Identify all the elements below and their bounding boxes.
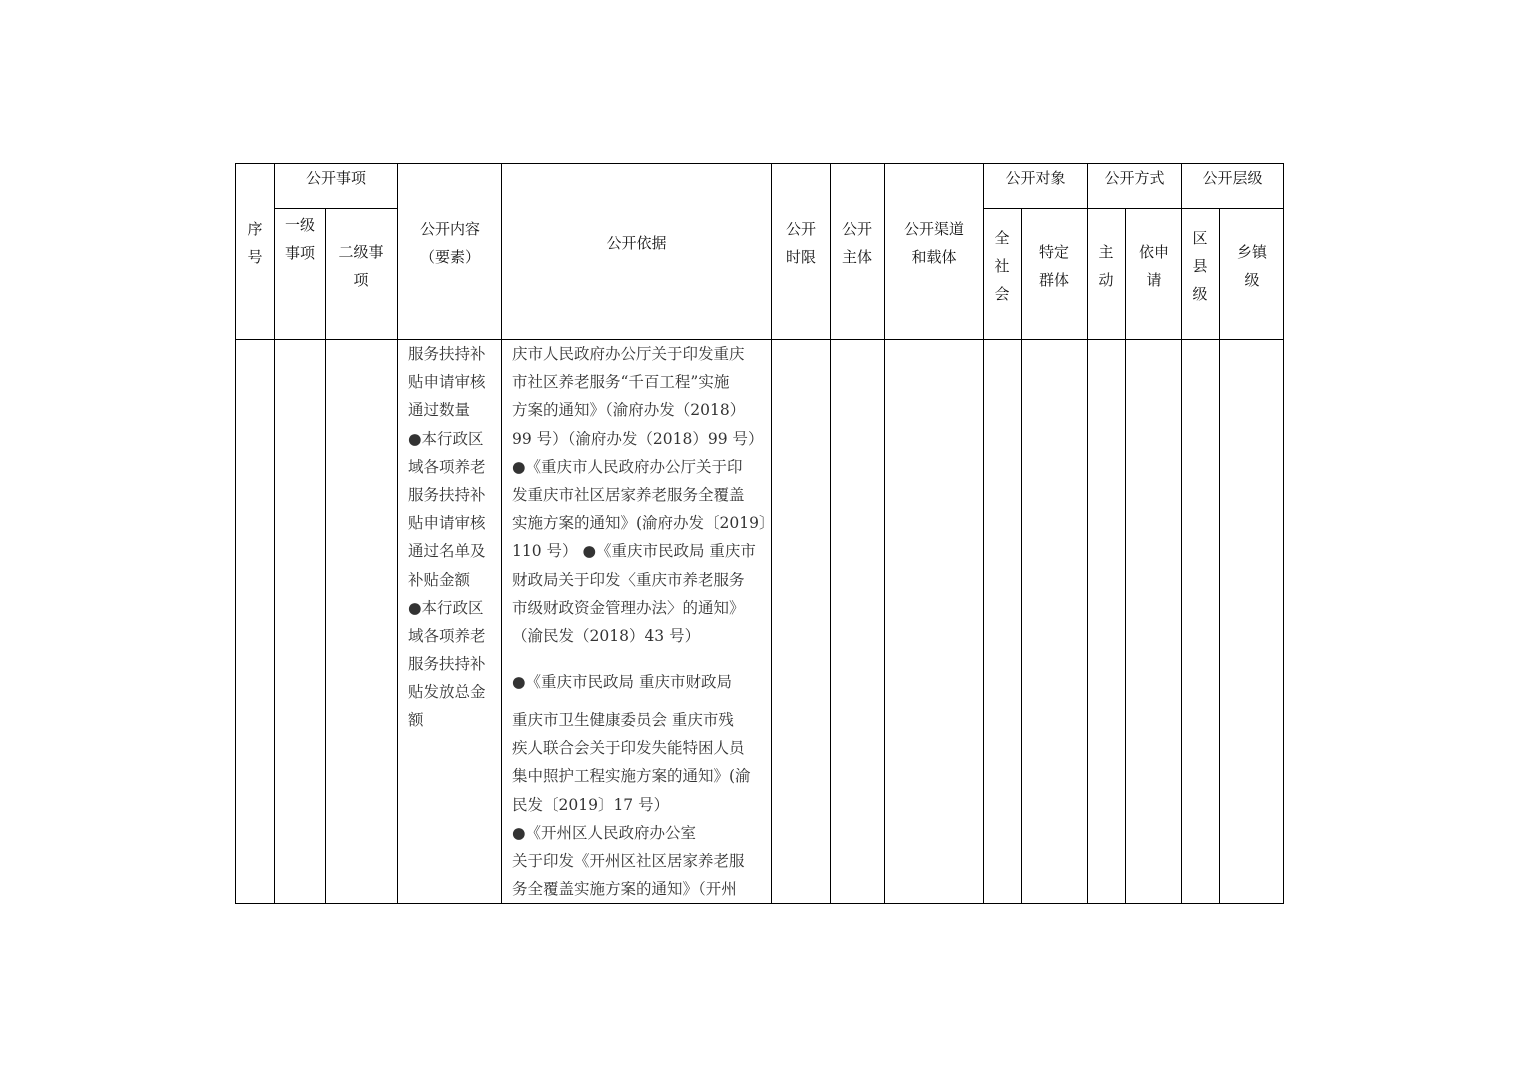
basis-a-line: 发重庆市社区居家养老服务全覆盖 (512, 485, 745, 504)
content-line: 服务扶持补 (408, 485, 486, 504)
col-line-13 (1219, 208, 1220, 904)
content-line: ●本行政区 (408, 598, 484, 617)
header-seq: 序号 (247, 220, 263, 266)
content-line: ●本行政区 (408, 429, 484, 448)
col-line-8 (983, 163, 984, 904)
basis-a-line: 方案的通知》（渝府办发（2018） (512, 401, 746, 420)
basis-cell-block-b (512, 668, 732, 696)
content-line: 服务扶持补 (408, 655, 486, 674)
col-line-14 (1283, 163, 1284, 904)
col-line-6 (830, 163, 831, 904)
content-line: 服务扶持补 (408, 345, 486, 363)
basis-c-line: 务全覆盖实施方案的通知》（开州 (512, 880, 737, 899)
basis-cell-block-c (512, 706, 751, 903)
header-mode-apply: 依申请 (1138, 243, 1169, 289)
content-line: 贴发放总金 (408, 683, 486, 702)
col-line-3 (397, 163, 398, 904)
content-line: 域各项养老 (408, 457, 486, 476)
basis-a-line: 财政局关于印发〈重庆市养老服务 (512, 570, 745, 589)
basis-a-line: ●《重庆市人民政府办公厅关于印 (512, 457, 743, 476)
header-items-group: 公开事项 (305, 169, 366, 187)
col-line-11 (1125, 208, 1126, 904)
content-cell (408, 340, 486, 735)
basis-c-line: ●《开州区人民政府办公室 (512, 823, 697, 842)
basis-a-line: 市社区养老服务“千百工程”实施 (512, 373, 730, 392)
header-target-group: 公开对象 (1005, 169, 1066, 187)
basis-a-line: （渝民发（2018）43 号） (512, 626, 701, 645)
basis-line: ●《重庆市民政局 重庆市财政局 (512, 673, 732, 691)
header-level2: 二级事项 (338, 243, 384, 289)
basis-c-line: 疾人联合会关于印发失能特困人员 (512, 739, 745, 758)
header-level-town: 乡镇级 (1236, 243, 1267, 289)
header-level-county: 区县级 (1192, 229, 1208, 303)
col-line-10 (1087, 163, 1088, 904)
header-mode-group: 公开方式 (1104, 169, 1165, 187)
basis-c-line: 重庆市卫生健康委员会 重庆市残 (512, 711, 734, 729)
header-channel: 公开渠道和载体 (903, 220, 964, 266)
basis-c-line: 集中照护工程实施方案的通知》(渝 (512, 767, 751, 786)
basis-a-line: 庆市人民政府办公厅关于印发重庆 (512, 345, 745, 363)
content-line: 贴申请审核 (408, 514, 486, 533)
col-line-12 (1181, 163, 1182, 904)
col-line-1 (274, 163, 275, 904)
table-bottom-border (235, 903, 1284, 904)
content-line: 贴申请审核 (408, 373, 486, 392)
header-mode-active: 主动 (1098, 243, 1114, 289)
header-subject: 公开主体 (841, 220, 872, 266)
items-group-divider (274, 208, 398, 209)
content-line: 通过数量 (408, 401, 471, 420)
header-target-specific: 特定群体 (1038, 243, 1069, 289)
header-target-all: 全社会 (994, 229, 1010, 303)
content-line: 通过名单及 (408, 542, 486, 561)
col-line-4 (501, 163, 502, 904)
basis-a-line: 110 号） ●《重庆市民政局 重庆市 (512, 542, 756, 561)
basis-c-line: 民发〔2019〕17 号） (512, 795, 670, 814)
basis-c-line: 关于印发《开州区社区居家养老服 (512, 851, 745, 870)
basis-cell-block-a (512, 340, 775, 650)
col-line-7 (884, 163, 885, 904)
basis-a-line: 市级财政资金管理办法〉的通知》 (512, 598, 745, 617)
header-level1: 一级事项 (284, 216, 315, 262)
col-line-2 (325, 208, 326, 904)
content-line: 补贴金额 (408, 570, 471, 589)
content-line: 域各项养老 (408, 626, 486, 645)
basis-a-line: 实施方案的通知》(渝府办发〔2019〕 (512, 514, 775, 533)
header-time-limit: 公开时限 (785, 220, 816, 266)
header-level-group: 公开层级 (1202, 169, 1263, 187)
col-line-9 (1021, 208, 1022, 904)
col-line-0 (235, 163, 236, 904)
target-group-divider (983, 208, 1284, 209)
header-basis: 公开依据 (606, 234, 667, 252)
header-content: 公开内容（要素） (419, 220, 480, 266)
basis-a-line: 99 号）（渝府办发（2018）99 号） (512, 429, 764, 448)
content-line: 额 (408, 711, 424, 730)
